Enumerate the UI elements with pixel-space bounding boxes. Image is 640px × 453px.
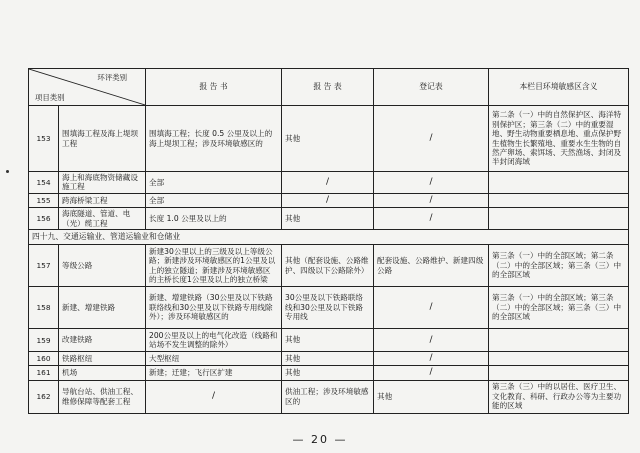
register-criteria: /	[374, 352, 489, 366]
project-name: 铁路枢纽	[59, 352, 146, 366]
register-criteria: /	[374, 106, 489, 172]
table-row	[29, 172, 629, 194]
table-row	[29, 380, 629, 413]
row-number: 156	[29, 208, 59, 230]
header-sensitive-area: 本栏目环境敏感区含义	[489, 69, 629, 106]
table-row	[29, 208, 629, 230]
report-table-criteria: 其他	[282, 106, 374, 172]
sensitive-area-definition: 第二条（一）中的自然保护区、海洋特别保护区；第三条（二）中的重要湿地、野生动物重要栖息地、重点保护野生植物生长繁殖地、重要水生生物的自然产卵场、索饵场、天然渔场、封闭及半封闭海域	[489, 106, 629, 172]
section-title: 四十九、交通运输业、管道运输业和仓储业	[29, 230, 629, 245]
report-table-criteria: 其他（配套设施、公路维护、四级以下公路除外）	[282, 245, 374, 287]
project-name: 导航台站、供油工程、维修保障等配套工程	[59, 380, 146, 413]
row-number: 158	[29, 287, 59, 329]
sensitive-area-definition	[489, 366, 629, 380]
header-env-category: 环评类别	[97, 73, 127, 82]
report-book-criteria: 新建30公里以上的三级及以上等级公路；新建涉及环境敏感区的1公里及以上的独立隧道；新建涉及环境敏感区的主桥长度1公里及以上的独立桥梁	[146, 245, 282, 287]
report-table-criteria: 其他	[282, 366, 374, 380]
diagonal-header-cell	[29, 69, 146, 106]
report-table-criteria: /	[282, 172, 374, 194]
register-criteria: /	[374, 366, 489, 380]
table-row	[29, 193, 629, 207]
report-table-criteria: 其他	[282, 329, 374, 352]
sensitive-area-definition	[489, 352, 629, 366]
project-name: 海底隧道、管道、电（光）缆工程	[59, 208, 146, 230]
register-criteria: /	[374, 329, 489, 352]
row-number: 154	[29, 172, 59, 194]
project-name: 跨海桥梁工程	[59, 193, 146, 207]
register-criteria: 配套设施、公路维护、新建四级公路	[374, 245, 489, 287]
table-row	[29, 106, 629, 172]
header-report-table: 报 告 表	[282, 69, 374, 106]
register-criteria: /	[374, 193, 489, 207]
sensitive-area-definition	[489, 329, 629, 352]
report-table-criteria: 其他	[282, 208, 374, 230]
report-book-criteria: /	[146, 380, 282, 413]
report-book-criteria: 200公里及以上的电气化改造（线路和站场不发生调整的除外）	[146, 329, 282, 352]
scan-mark	[6, 170, 9, 173]
row-number: 157	[29, 245, 59, 287]
sensitive-area-definition: 第三条（一）中的全部区域；第三条（二）中的全部区域；第三条（三）中的全部区域	[489, 287, 629, 329]
table-row	[29, 245, 629, 287]
register-criteria: 其他	[374, 380, 489, 413]
header-register: 登记表	[374, 69, 489, 106]
project-name: 改建铁路	[59, 329, 146, 352]
register-criteria: /	[374, 172, 489, 194]
table-row	[29, 366, 629, 380]
sensitive-area-definition	[489, 208, 629, 230]
report-book-criteria: 长度 1.0 公里及以上的	[146, 208, 282, 230]
report-table-criteria: 30公里及以下铁路联络线和30公里及以下铁路专用线	[282, 287, 374, 329]
row-number: 155	[29, 193, 59, 207]
row-number: 159	[29, 329, 59, 352]
project-name: 等级公路	[59, 245, 146, 287]
report-table-criteria: /	[282, 193, 374, 207]
sensitive-area-definition: 第三条（三）中的以居住、医疗卫生、文化教育、科研、行政办公等为主要功能的区域	[489, 380, 629, 413]
sensitive-area-definition	[489, 193, 629, 207]
row-number: 161	[29, 366, 59, 380]
report-book-criteria: 新建、增建铁路（30公里及以下铁路联络线和30公里及以下铁路专用线除外）；涉及环境敏感区的	[146, 287, 282, 329]
row-number: 162	[29, 380, 59, 413]
section-row	[29, 230, 629, 245]
environmental-category-table	[28, 68, 629, 414]
report-book-criteria: 新建；迁建；飞行区扩建	[146, 366, 282, 380]
row-number: 160	[29, 352, 59, 366]
sensitive-area-definition	[489, 172, 629, 194]
table-row	[29, 352, 629, 366]
project-name: 新建、增建铁路	[59, 287, 146, 329]
report-book-criteria: 围填海工程；长度 0.5 公里及以上的海上堤坝工程；涉及环境敏感区的	[146, 106, 282, 172]
register-criteria: /	[374, 208, 489, 230]
register-criteria: /	[374, 287, 489, 329]
table-row	[29, 329, 629, 352]
report-book-criteria: 大型枢纽	[146, 352, 282, 366]
table-row	[29, 287, 629, 329]
sensitive-area-definition: 第三条（一）中的全部区域；第二条（二）中的全部区域；第三条（三）中的全部区域	[489, 245, 629, 287]
header-project-category: 项目类别	[35, 92, 65, 102]
report-table-criteria: 其他	[282, 352, 374, 366]
page-number: — 20 —	[292, 433, 348, 446]
project-name: 机场	[59, 366, 146, 380]
report-book-criteria: 全部	[146, 193, 282, 207]
report-table-criteria: 供油工程；涉及环境敏感区的	[282, 380, 374, 413]
row-number: 153	[29, 106, 59, 172]
table-header-row	[29, 69, 629, 106]
project-name: 海上和海底物资储藏设施工程	[59, 172, 146, 194]
project-name: 围填海工程及海上堤坝工程	[59, 106, 146, 172]
header-report-book: 报 告 书	[146, 69, 282, 106]
report-book-criteria: 全部	[146, 172, 282, 194]
